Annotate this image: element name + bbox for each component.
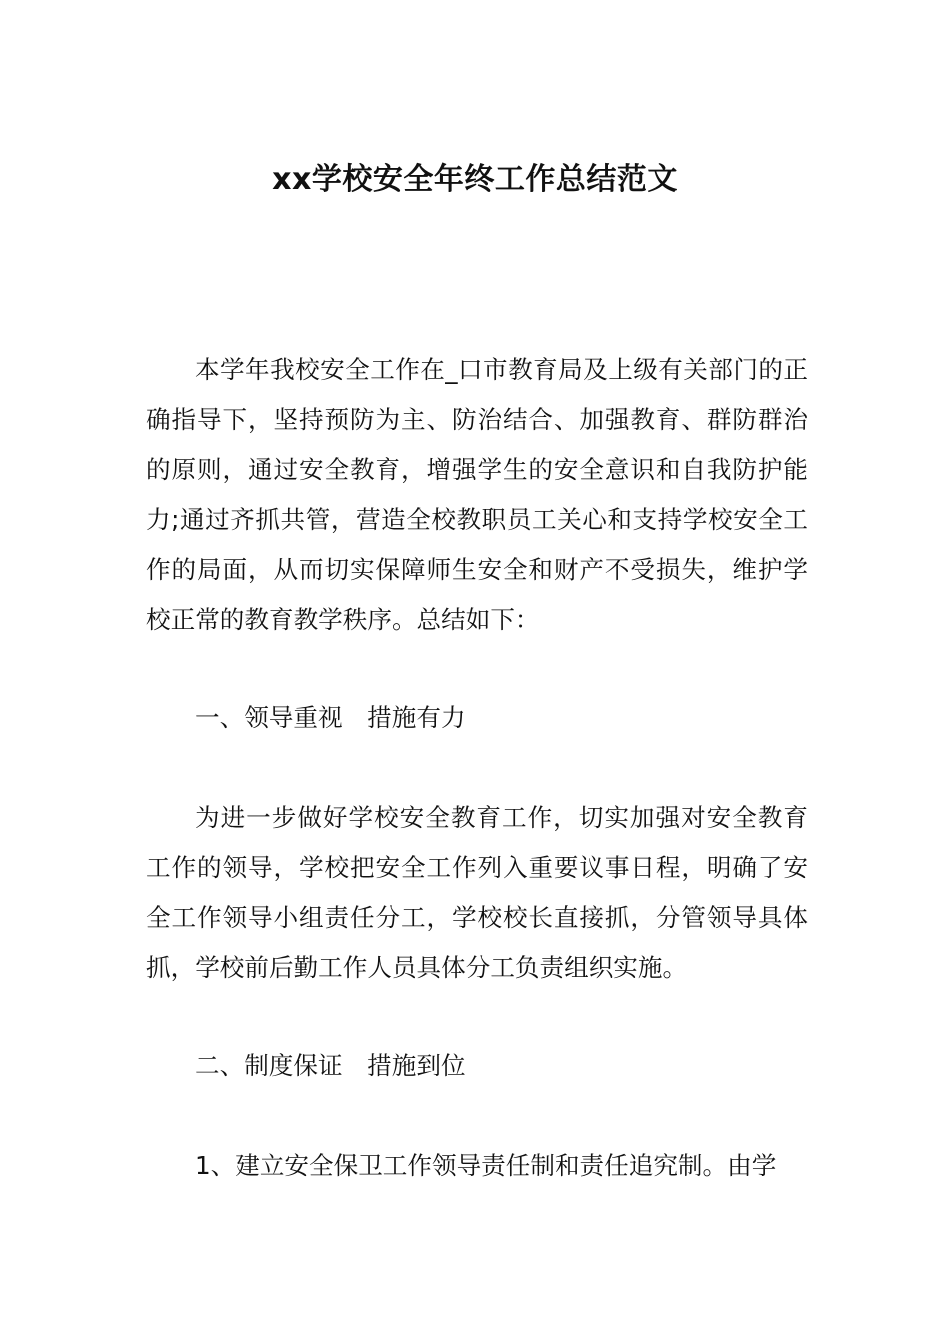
section-2-item-1 [146,1141,808,1191]
section-2-heading [146,1041,808,1091]
section-1-paragraph [146,793,808,993]
intro-text: 本学年我校安全工作在_口市教育局及上级有关部门的正确指导下，坚持预防为主、防治结合、加强教育、群防群治的原则，通过安全教育，增强学生的安全意识和自我防护能力;通过齐抓共管，营造全校教职员工关心和支持学校安全工作的局面，从而切实保障师生安全和财产不受损失，维护学校正常的教育教学秩序。总结如下： [146,355,808,634]
section-1-text: 为进一步做好学校安全教育工作，切实加强对安全教育工作的领导，学校把安全工作列入重要议事日程，明确了安全工作领导小组责任分工，学校校长直接抓，分管领导具体抓，学校前后勤工作人员具体分工负责组织实施。 [146,803,808,982]
section-1-heading-text: 一、领导重视 措施有力 [195,703,466,732]
section-2-item-1-text: 1、建立安全保卫工作领导责任制和责任追究制。由学 [195,1151,777,1180]
document-title: xx学校安全年终工作总结范文 [272,162,678,197]
section-1-heading [146,693,808,743]
section-2-heading-text: 二、制度保证 措施到位 [195,1051,466,1080]
intro-paragraph [146,345,808,645]
